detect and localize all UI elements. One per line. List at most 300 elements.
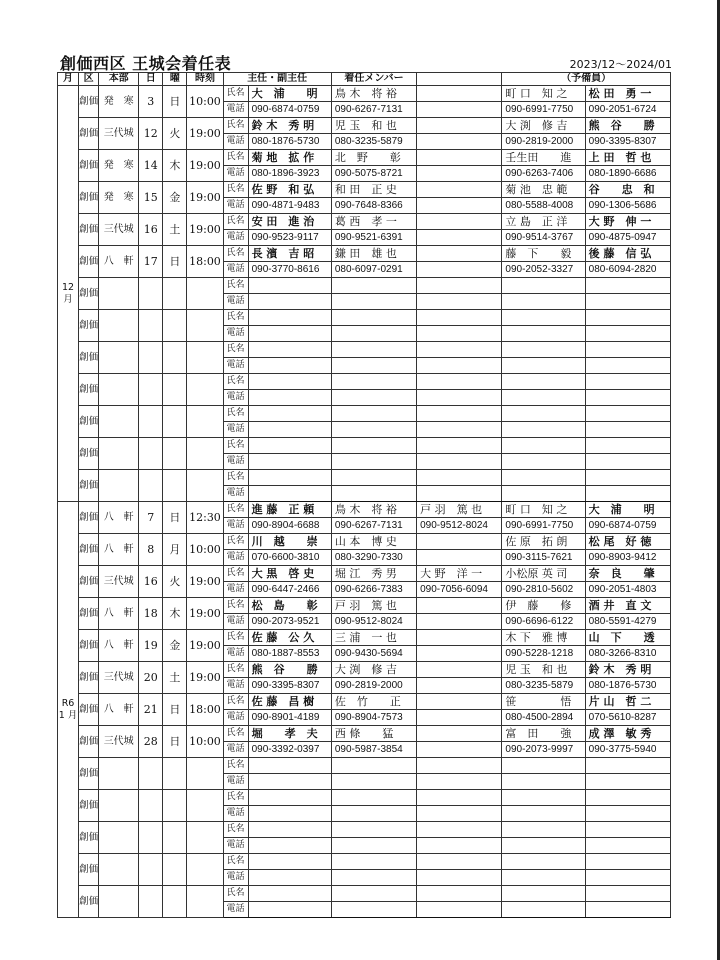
weekday-cell: [163, 822, 187, 854]
person-phone: [417, 294, 502, 310]
person-phone: 090-2051-4803: [585, 582, 670, 598]
person-name: 鈴 木 秀 明: [248, 118, 331, 134]
honbu-cell: 発 寒: [99, 182, 139, 214]
weekday-cell: [163, 790, 187, 822]
time-cell: 12:30: [187, 502, 223, 534]
person-phone: 070-5610-8287: [585, 710, 670, 726]
person-phone: 090-3395-8307: [585, 134, 670, 150]
person-name: 堀 孝 夫: [248, 726, 331, 742]
phone-label: 電話: [223, 390, 248, 406]
person-name: 山 本 博 史: [331, 534, 416, 550]
person-phone: [331, 870, 416, 886]
header-blank: [417, 73, 502, 86]
honbu-cell: [99, 790, 139, 822]
entry-name-row: [58, 182, 671, 198]
person-name: [417, 214, 502, 230]
name-label: 氏名: [223, 758, 248, 774]
person-phone: [417, 166, 502, 182]
weekday-cell: 金: [163, 630, 187, 662]
person-name: 町 口 知 之: [502, 502, 585, 518]
name-label: 氏名: [223, 246, 248, 262]
schedule-body: [58, 86, 671, 918]
person-phone: [502, 422, 585, 438]
time-cell: [187, 854, 223, 886]
person-phone: 090-6991-7750: [502, 102, 585, 118]
person-name: 大 野 洋 一: [417, 566, 502, 582]
person-name: 成 澤 敏 秀: [585, 726, 670, 742]
phone-label: 電話: [223, 870, 248, 886]
person-name: [417, 150, 502, 166]
person-name: 松 島 彰: [248, 598, 331, 614]
person-name: [248, 406, 331, 422]
person-phone: [331, 326, 416, 342]
ku-cell: 創価: [79, 470, 99, 502]
person-phone: [417, 134, 502, 150]
person-name: 大 渕 修 吉: [331, 662, 416, 678]
entry-name-row: [58, 502, 671, 518]
time-cell: 19:00: [187, 630, 223, 662]
person-phone: [331, 838, 416, 854]
time-cell: 19:00: [187, 662, 223, 694]
name-label: 氏名: [223, 726, 248, 742]
person-phone: 090-9514-3767: [502, 230, 585, 246]
name-label: 氏名: [223, 694, 248, 710]
person-phone: 080-5588-4008: [502, 198, 585, 214]
name-label: 氏名: [223, 630, 248, 646]
person-phone: [585, 422, 670, 438]
person-phone: [417, 326, 502, 342]
honbu-cell: 八 軒: [99, 534, 139, 566]
person-phone: [502, 358, 585, 374]
time-cell: [187, 758, 223, 790]
person-phone: [417, 902, 502, 918]
entry-name-row: [58, 406, 671, 422]
person-phone: 080-1887-8553: [248, 646, 331, 662]
person-name: [502, 758, 585, 774]
honbu-cell: 三代城: [99, 726, 139, 758]
name-label: 氏名: [223, 310, 248, 326]
person-phone: [417, 230, 502, 246]
person-phone: [248, 902, 331, 918]
ku-cell: 創価: [79, 310, 99, 342]
entry-name-row: [58, 758, 671, 774]
person-name: [331, 374, 416, 390]
person-phone: 090-1306-5686: [585, 198, 670, 214]
header-ku: 区: [79, 73, 99, 86]
entry-name-row: [58, 246, 671, 262]
entry-name-row: [58, 662, 671, 678]
person-name: 立 島 正 洋: [502, 214, 585, 230]
ku-cell: 創価: [79, 438, 99, 470]
person-phone: 090-2819-2000: [502, 134, 585, 150]
person-name: 鎌 田 雄 也: [331, 246, 416, 262]
person-name: 熊 谷 勝: [248, 662, 331, 678]
person-name: [331, 886, 416, 902]
time-cell: [187, 790, 223, 822]
person-phone: [585, 838, 670, 854]
time-cell: 10:00: [187, 86, 223, 118]
person-phone: 090-6266-7383: [331, 582, 416, 598]
weekday-cell: 日: [163, 502, 187, 534]
person-name: [502, 310, 585, 326]
time-cell: 19:00: [187, 214, 223, 246]
person-phone: [417, 486, 502, 502]
person-phone: [502, 294, 585, 310]
person-name: [417, 118, 502, 134]
person-phone: 090-3115-7621: [502, 550, 585, 566]
time-cell: [187, 342, 223, 374]
person-phone: 090-7648-8366: [331, 198, 416, 214]
phone-label: 電話: [223, 838, 248, 854]
person-phone: 090-9512-8024: [331, 614, 416, 630]
time-cell: [187, 406, 223, 438]
ku-cell: 創価: [79, 854, 99, 886]
weekday-cell: [163, 310, 187, 342]
person-phone: [502, 486, 585, 502]
weekday-cell: [163, 278, 187, 310]
person-name: 菊 地 拡 作: [248, 150, 331, 166]
name-label: 氏名: [223, 662, 248, 678]
schedule-table: [57, 72, 671, 918]
person-name: 西 條 猛: [331, 726, 416, 742]
day-cell: [139, 310, 163, 342]
person-phone: 090-6267-7131: [331, 102, 416, 118]
person-name: 大 渕 修 吉: [502, 118, 585, 134]
person-name: [585, 470, 670, 486]
person-phone: [502, 774, 585, 790]
person-phone: [331, 486, 416, 502]
ku-cell: 創価: [79, 630, 99, 662]
person-phone: [502, 454, 585, 470]
person-name: 鳥 木 将 裕: [331, 86, 416, 102]
person-name: [502, 790, 585, 806]
time-cell: [187, 374, 223, 406]
honbu-cell: 発 寒: [99, 150, 139, 182]
person-phone: [417, 262, 502, 278]
person-name: [502, 278, 585, 294]
person-name: [417, 310, 502, 326]
person-name: [417, 278, 502, 294]
person-phone: [331, 422, 416, 438]
honbu-cell: [99, 854, 139, 886]
name-label: 氏名: [223, 374, 248, 390]
weekday-cell: [163, 470, 187, 502]
person-name: [331, 406, 416, 422]
phone-label: 電話: [223, 742, 248, 758]
person-name: 伊 藤 修: [502, 598, 585, 614]
person-name: 大 黒 啓 史: [248, 566, 331, 582]
honbu-cell: [99, 758, 139, 790]
day-cell: 3: [139, 86, 163, 118]
person-phone: 090-4871-9483: [248, 198, 331, 214]
phone-label: 電話: [223, 230, 248, 246]
person-name: [417, 630, 502, 646]
person-name: [417, 246, 502, 262]
person-name: 葛 西 孝 一: [331, 214, 416, 230]
person-phone: 090-8901-4189: [248, 710, 331, 726]
day-cell: [139, 886, 163, 918]
person-phone: 080-3266-8310: [585, 646, 670, 662]
person-name: 熊 谷 勝: [585, 118, 670, 134]
phone-label: 電話: [223, 582, 248, 598]
person-phone: [585, 806, 670, 822]
person-name: 大 浦 明: [248, 86, 331, 102]
phone-label: 電話: [223, 614, 248, 630]
month-label: 12月: [58, 86, 79, 502]
time-cell: [187, 278, 223, 310]
person-phone: [417, 710, 502, 726]
phone-label: 電話: [223, 902, 248, 918]
weekday-cell: 日: [163, 726, 187, 758]
person-phone: [585, 390, 670, 406]
day-cell: 7: [139, 502, 163, 534]
honbu-cell: [99, 822, 139, 854]
person-phone: [331, 454, 416, 470]
day-cell: 21: [139, 694, 163, 726]
header-month: 月: [58, 73, 79, 86]
person-name: 片 山 哲 二: [585, 694, 670, 710]
person-name: [417, 854, 502, 870]
person-phone: [417, 838, 502, 854]
entry-name-row: [58, 534, 671, 550]
person-phone: 080-1896-3923: [248, 166, 331, 182]
header-members: 着任メンバー: [331, 73, 416, 86]
person-name: [585, 310, 670, 326]
person-phone: [417, 198, 502, 214]
person-name: [417, 86, 502, 102]
person-phone: [502, 806, 585, 822]
person-name: 堀 江 秀 男: [331, 566, 416, 582]
day-cell: 18: [139, 598, 163, 630]
person-phone: 090-4875-0947: [585, 230, 670, 246]
person-name: [417, 694, 502, 710]
person-phone: [417, 102, 502, 118]
weekday-cell: [163, 406, 187, 438]
weekday-cell: 火: [163, 566, 187, 598]
name-label: 氏名: [223, 470, 248, 486]
time-cell: 19:00: [187, 182, 223, 214]
person-phone: 080-3290-7330: [331, 550, 416, 566]
person-name: [502, 470, 585, 486]
person-phone: [585, 358, 670, 374]
honbu-cell: 八 軒: [99, 502, 139, 534]
person-phone: 080-6094-2820: [585, 262, 670, 278]
person-name: 菊 池 忠 範: [502, 182, 585, 198]
name-label: 氏名: [223, 278, 248, 294]
person-name: 大 野 伸 一: [585, 214, 670, 230]
person-phone: [417, 614, 502, 630]
header-leader: 主任・副主任: [223, 73, 331, 86]
person-name: [331, 790, 416, 806]
person-phone: [502, 838, 585, 854]
person-name: 戸 羽 篤 也: [417, 502, 502, 518]
person-phone: [417, 550, 502, 566]
ku-cell: 創価: [79, 662, 99, 694]
person-name: [248, 278, 331, 294]
phone-label: 電話: [223, 646, 248, 662]
header-time: 時刻: [187, 73, 223, 86]
person-phone: [248, 454, 331, 470]
person-name: 藤 下 毅: [502, 246, 585, 262]
time-cell: 19:00: [187, 566, 223, 598]
phone-label: 電話: [223, 262, 248, 278]
person-phone: 080-3235-5879: [331, 134, 416, 150]
name-label: 氏名: [223, 822, 248, 838]
person-phone: [248, 774, 331, 790]
person-name: 松 田 勇 一: [585, 86, 670, 102]
phone-label: 電話: [223, 486, 248, 502]
person-phone: 090-8903-9412: [585, 550, 670, 566]
person-name: [331, 438, 416, 454]
time-cell: 19:00: [187, 150, 223, 182]
day-cell: 14: [139, 150, 163, 182]
person-phone: 090-2073-9997: [502, 742, 585, 758]
phone-label: 電話: [223, 102, 248, 118]
weekday-cell: [163, 374, 187, 406]
person-name: [248, 886, 331, 902]
person-name: 鈴 木 秀 明: [585, 662, 670, 678]
person-phone: 090-2051-6724: [585, 102, 670, 118]
time-cell: 10:00: [187, 534, 223, 566]
person-phone: 090-7056-6094: [417, 582, 502, 598]
time-cell: 19:00: [187, 118, 223, 150]
entry-name-row: [58, 118, 671, 134]
person-name: [248, 790, 331, 806]
person-phone: [585, 454, 670, 470]
day-cell: [139, 438, 163, 470]
person-phone: 090-6874-0759: [585, 518, 670, 534]
person-phone: 090-8904-6688: [248, 518, 331, 534]
person-phone: [502, 326, 585, 342]
phone-label: 電話: [223, 358, 248, 374]
person-phone: 090-6447-2466: [248, 582, 331, 598]
day-cell: [139, 758, 163, 790]
person-phone: [585, 774, 670, 790]
person-name: [248, 374, 331, 390]
person-name: [331, 822, 416, 838]
person-name: 酒 井 直 文: [585, 598, 670, 614]
person-name: 和 田 正 史: [331, 182, 416, 198]
person-name: 戸 羽 篤 也: [331, 598, 416, 614]
person-phone: [248, 486, 331, 502]
entry-name-row: [58, 822, 671, 838]
weekday-cell: 木: [163, 150, 187, 182]
phone-label: 電話: [223, 678, 248, 694]
weekday-cell: 日: [163, 694, 187, 726]
person-name: 進 藤 正 頼: [248, 502, 331, 518]
person-name: [331, 278, 416, 294]
person-phone: 090-9430-5694: [331, 646, 416, 662]
ku-cell: 創価: [79, 118, 99, 150]
honbu-cell: [99, 278, 139, 310]
weekday-cell: [163, 758, 187, 790]
ku-cell: 創価: [79, 406, 99, 438]
weekday-cell: 日: [163, 246, 187, 278]
person-phone: 090-2810-5602: [502, 582, 585, 598]
time-cell: 18:00: [187, 694, 223, 726]
person-phone: [417, 390, 502, 406]
entry-name-row: [58, 566, 671, 582]
person-phone: 090-6991-7750: [502, 518, 585, 534]
honbu-cell: [99, 470, 139, 502]
person-phone: 090-6696-6122: [502, 614, 585, 630]
ku-cell: 創価: [79, 566, 99, 598]
person-name: [331, 470, 416, 486]
person-phone: 090-2073-9521: [248, 614, 331, 630]
honbu-cell: 発 寒: [99, 86, 139, 118]
honbu-cell: [99, 342, 139, 374]
phone-label: 電話: [223, 774, 248, 790]
phone-label: 電話: [223, 710, 248, 726]
name-label: 氏名: [223, 150, 248, 166]
header-weekday: 曜: [163, 73, 187, 86]
person-name: [502, 854, 585, 870]
person-phone: 090-2819-2000: [331, 678, 416, 694]
person-name: [585, 854, 670, 870]
name-label: 氏名: [223, 886, 248, 902]
day-cell: [139, 278, 163, 310]
person-phone: 080-6097-0291: [331, 262, 416, 278]
person-phone: [502, 902, 585, 918]
person-name: [417, 406, 502, 422]
honbu-cell: 八 軒: [99, 598, 139, 630]
phone-label: 電話: [223, 518, 248, 534]
person-phone: [417, 454, 502, 470]
person-name: [248, 310, 331, 326]
weekday-cell: 火: [163, 118, 187, 150]
document-title: 創価西区 王城会着任表: [60, 54, 232, 73]
header-row: [58, 73, 671, 86]
person-phone: 090-5987-3854: [331, 742, 416, 758]
weekday-cell: 金: [163, 182, 187, 214]
honbu-cell: 八 軒: [99, 630, 139, 662]
day-cell: 15: [139, 182, 163, 214]
person-name: [585, 438, 670, 454]
weekday-cell: 日: [163, 86, 187, 118]
person-name: [331, 310, 416, 326]
ku-cell: 創価: [79, 502, 99, 534]
person-name: [585, 278, 670, 294]
entry-name-row: [58, 438, 671, 454]
name-label: 氏名: [223, 214, 248, 230]
person-phone: [585, 294, 670, 310]
person-name: [585, 374, 670, 390]
ku-cell: 創価: [79, 534, 99, 566]
person-name: [585, 886, 670, 902]
person-phone: [248, 326, 331, 342]
ku-cell: 創価: [79, 214, 99, 246]
person-phone: [417, 774, 502, 790]
honbu-cell: 三代城: [99, 118, 139, 150]
ku-cell: 創価: [79, 822, 99, 854]
person-name: [417, 374, 502, 390]
entry-name-row: [58, 790, 671, 806]
time-cell: 10:00: [187, 726, 223, 758]
person-phone: [417, 358, 502, 374]
person-phone: [417, 742, 502, 758]
honbu-cell: 三代城: [99, 214, 139, 246]
person-name: [331, 342, 416, 358]
ku-cell: 創価: [79, 886, 99, 918]
person-phone: [585, 902, 670, 918]
honbu-cell: [99, 406, 139, 438]
phone-label: 電話: [223, 326, 248, 342]
person-phone: 090-6267-7131: [331, 518, 416, 534]
person-phone: [502, 390, 585, 406]
day-cell: [139, 406, 163, 438]
weekday-cell: [163, 438, 187, 470]
person-phone: [502, 870, 585, 886]
